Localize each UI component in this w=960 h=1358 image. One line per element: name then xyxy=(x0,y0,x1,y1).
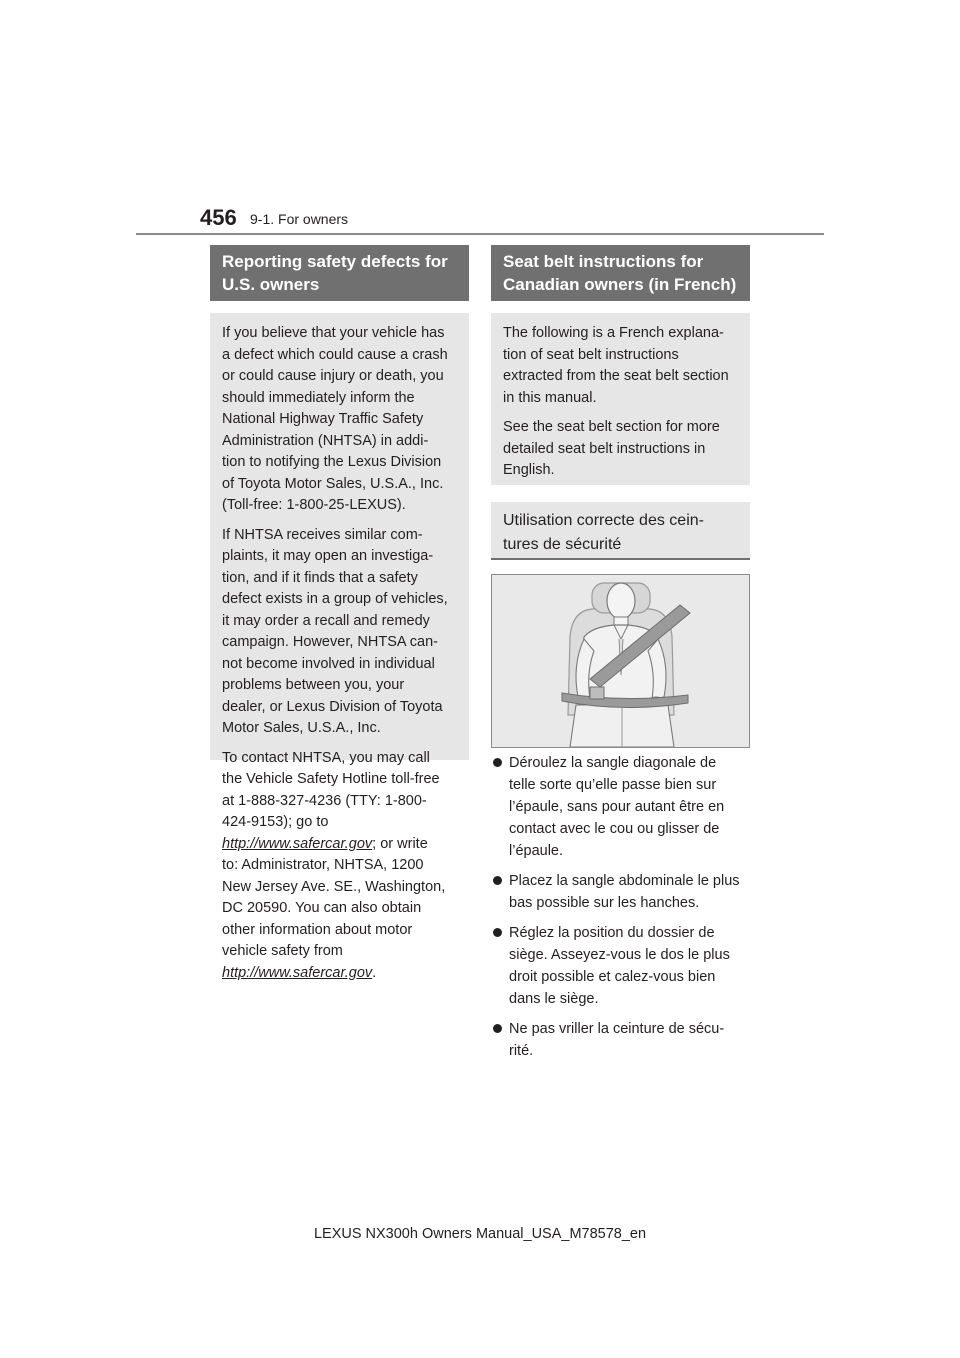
bullet-dot-icon xyxy=(493,1024,502,1033)
seat-belt-intro-box xyxy=(491,313,750,485)
text-line: not become involved in individual xyxy=(222,655,435,672)
seated-person-seatbelt-drawing xyxy=(492,575,749,747)
text-line: Réglez la position du dossier de xyxy=(509,925,715,941)
reporting-defects-box xyxy=(210,313,469,981)
text-line: siège. Asseyez-vous le dos le plus xyxy=(509,947,730,963)
text-fragment: ; or write xyxy=(372,835,428,852)
text-fragment: . xyxy=(372,964,377,981)
header-rule xyxy=(136,233,824,235)
text-line: (Toll-free: 1-800-25-LEXUS). xyxy=(222,497,406,513)
text-line: DC 20590. You can also obtain xyxy=(222,900,422,916)
text-line: New Jersey Ave. SE., Washington, xyxy=(222,878,446,895)
instruction-bullets xyxy=(491,752,750,1062)
text-line: If NHTSA receives similar com- xyxy=(222,526,423,543)
text-line: extracted from the seat belt section xyxy=(503,368,729,384)
text-line: the Vehicle Safety Hotline toll-free xyxy=(222,771,440,787)
list-item xyxy=(491,870,750,914)
heading-line: Canadian owners (in French) xyxy=(503,275,737,294)
heading-line: U.S. owners xyxy=(222,275,320,294)
text-line: tion of seat belt instructions xyxy=(503,346,679,363)
text-line: detailed seat belt instructions in xyxy=(503,440,706,457)
text-line: other information about motor xyxy=(222,921,413,938)
text-line: it may order a recall and remedy xyxy=(222,612,430,629)
reporting-defects-heading xyxy=(210,245,469,301)
text-line: Placez la sangle abdominale le plus xyxy=(509,873,740,889)
list-item xyxy=(491,1018,750,1062)
text-line: The following is a French explana- xyxy=(503,325,724,341)
text-line: If you believe that your vehicle has xyxy=(222,325,445,341)
seat-belt-illustration xyxy=(491,574,750,748)
text-line xyxy=(222,963,457,985)
page-footer: LEXUS NX300h Owners Manual_USA_M78578_en xyxy=(313,1226,647,1242)
text-line: See the seat belt section for more xyxy=(503,419,720,435)
text-line: vehicle safety from xyxy=(222,943,343,959)
left-column xyxy=(210,245,469,981)
text-line: defect exists in a group of vehicles, xyxy=(222,591,448,607)
text-line: tion to notifying the Lexus Division xyxy=(222,454,442,470)
section-label: 9-1. For owners xyxy=(250,211,349,227)
safercar-link[interactable]: http://www.safercar.gov xyxy=(222,835,373,852)
text-line: To contact NHTSA, you may call xyxy=(222,749,430,766)
text-line: Motor Sales, U.S.A., Inc. xyxy=(222,720,381,736)
text-line: to: Administrator, NHTSA, 1200 xyxy=(222,857,424,873)
text-line: Ne pas vriller la ceinture de sécu- xyxy=(509,1021,725,1037)
subheading-line: tures de sécurité xyxy=(503,536,622,553)
text-line: Administration (NHTSA) in addi- xyxy=(222,432,429,449)
text-line: or could cause injury or death, you xyxy=(222,368,444,384)
text-line: plaints, it may open an investiga- xyxy=(222,548,434,564)
subheading-line: Utilisation correcte des cein- xyxy=(503,512,704,529)
see-paragraph xyxy=(503,417,738,482)
page-number: 456 xyxy=(200,205,237,230)
text-line: Déroulez la sangle diagonale de xyxy=(509,755,717,771)
text-line: dans le siège. xyxy=(509,991,599,1007)
bullet-dot-icon xyxy=(493,876,502,885)
text-line xyxy=(222,834,457,856)
list-item xyxy=(491,922,750,1010)
text-line: should immediately inform the xyxy=(222,389,415,406)
text-line: l’épaule. xyxy=(509,843,564,859)
bullet-dot-icon xyxy=(493,758,502,767)
text-line: National Highway Traffic Safety xyxy=(222,411,424,427)
right-column xyxy=(491,245,750,1070)
text-line: dealer, or Lexus Division of Toyota xyxy=(222,698,443,715)
seat-belt-french-heading xyxy=(491,245,750,301)
text-line: droit possible et calez-vous bien xyxy=(509,969,716,985)
paragraph-2 xyxy=(222,525,457,740)
list-item xyxy=(491,752,750,862)
heading-line: Reporting safety defects for xyxy=(222,252,448,271)
safercar-link[interactable]: http://www.safercar.gov xyxy=(222,964,373,981)
paragraph-3 xyxy=(222,748,457,985)
text-line: English. xyxy=(503,462,555,478)
text-line: telle sorte qu’elle passe bien sur xyxy=(509,777,717,793)
text-line: problems between you, your xyxy=(222,677,405,693)
text-line: campaign. However, NHTSA can- xyxy=(222,634,438,650)
text-line: rité. xyxy=(509,1043,534,1059)
text-line: contact avec le cou ou glisser de xyxy=(509,821,720,837)
utilisation-subheading xyxy=(491,502,750,560)
text-line: in this manual. xyxy=(503,389,597,406)
text-line: at 1-888-327-4236 (TTY: 1-800- xyxy=(222,792,427,809)
text-line: 424-9153); go to xyxy=(222,814,329,830)
text-line: bas possible sur les hanches. xyxy=(509,895,700,911)
text-line: of Toyota Motor Sales, U.S.A., Inc. xyxy=(222,475,444,492)
intro-paragraph xyxy=(503,323,738,409)
heading-line: Seat belt instructions for xyxy=(503,252,704,271)
text-line: tion, and if it finds that a safety xyxy=(222,569,418,586)
bullet-dot-icon xyxy=(493,928,502,937)
text-line: l’épaule, sans pour autant être en xyxy=(509,799,725,815)
paragraph-1 xyxy=(222,323,457,517)
text-line: a defect which could cause a crash xyxy=(222,346,448,363)
